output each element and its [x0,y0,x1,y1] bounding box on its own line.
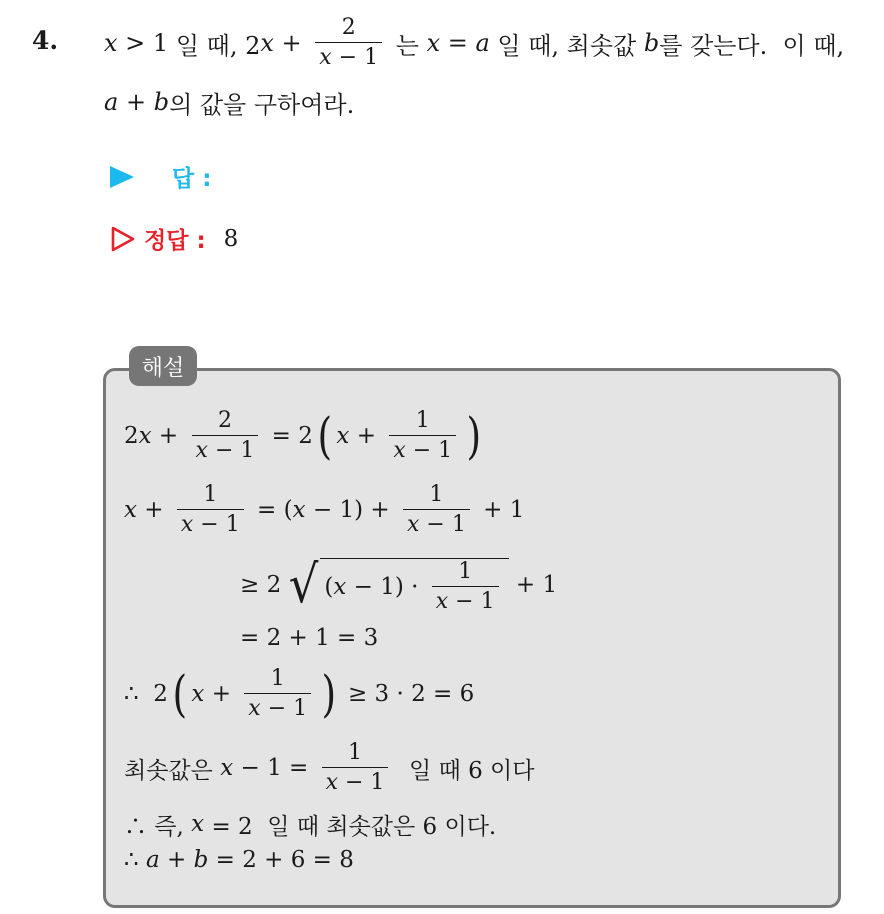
math-var: x [260,29,274,57]
math-var: x [191,811,205,837]
problem-text: 일 때, 2 [168,31,261,60]
solution-line-4 [240,622,378,654]
solution-line-1 [124,404,486,468]
sqrt-sign: √ [288,555,319,615]
fraction [322,742,389,794]
math-var: x [195,438,208,463]
sqrt-body [320,558,508,613]
right-paren: ) [466,407,482,465]
fraction-denominator [389,435,456,462]
math-text: ∴ 2 [124,681,168,707]
solution-line-3 [240,550,557,620]
math-text: + [118,88,154,116]
fraction-numerator: 1 [348,740,363,765]
fraction [315,17,382,69]
math-text: = ( [249,497,293,523]
math-var: x [426,29,441,57]
math-text: − 1 [338,770,385,795]
math-var: a [104,88,119,116]
math-text: = 2 [264,423,313,449]
fraction-denominator [315,42,382,69]
fraction-denominator [322,767,389,794]
left-paren: ( [317,407,332,465]
math-text: ∴ [124,847,146,873]
solution-line-5 [124,662,474,726]
math-text: + [349,423,384,449]
math-text: + [136,497,171,523]
math-text: − 1) + [305,497,397,523]
solution-line-2 [124,478,524,542]
math-var: x [292,497,306,523]
math-var: x [124,497,137,523]
fraction-numerator: 1 [458,558,473,584]
problem-line-2 [104,86,354,118]
math-var: b [153,88,170,116]
fraction [389,410,456,462]
math-text: − 1 [405,438,453,463]
math-var: b [193,847,209,873]
math-var: x [138,423,152,449]
problem-number: 4. [32,26,59,55]
math-text: + 1 [475,497,525,523]
problem-text: 일 때, 최솟값 [489,31,644,60]
math-text: ≥ 2 [240,572,282,598]
solution-tab: 해설 [129,346,197,386]
math-var: x [180,512,194,537]
fraction-denominator [177,509,244,536]
problem-text: 의 값을 구하여라. [169,90,355,119]
left-paren: ( [172,665,187,723]
math-var: x [407,512,420,537]
problem-line-1 [104,12,844,74]
problem-text: 는 [388,31,427,60]
fraction-denominator [432,586,499,613]
math-text: − 1 = [233,755,316,781]
math-text: = [440,29,476,57]
solution-text: ∴ 즉, [124,813,192,840]
math-var: x [393,438,406,463]
math-var: x [336,423,350,449]
math-var: x [435,588,449,614]
math-var: x [248,696,261,721]
math-text: 2 [124,423,139,449]
math-text: − 1 [448,588,495,614]
math-var: a [145,847,160,873]
math-var: x [325,770,339,795]
right-paren: ) [321,665,337,723]
math-text: = 2 + 1 = 3 [240,625,379,651]
fraction [244,668,311,720]
correct-answer-value: 8 [223,225,239,252]
answer-label: 답 : [172,166,212,192]
math-var: x [191,681,205,707]
fraction [432,558,499,614]
solution-line-8 [124,844,354,876]
math-var: x [220,755,234,781]
outline-triangle-icon [110,226,136,252]
math-var: b [643,29,660,57]
math-text: − 1 [193,512,240,537]
correct-answer-label: 정답 : [144,228,206,254]
math-text: ≥ 3 · 2 = 6 [340,681,475,707]
fraction-numerator: 1 [203,482,218,507]
solution-text: 일 때 6 이다 [394,757,535,784]
math-text: + 1 [508,572,558,598]
math-text: − 1 [260,696,308,721]
math-text: − 1 [419,512,466,537]
math-text: − 1 [207,438,255,463]
math-text: + [159,847,194,873]
fraction-numerator: 1 [415,408,430,433]
math-text: = 2 + 6 = 8 [208,847,354,873]
fraction [403,484,470,536]
fraction-numerator: 1 [429,482,444,507]
fraction [192,410,259,462]
play-triangle-icon [110,166,134,188]
solution-line-7 [124,808,496,840]
math-text: − 1 [331,45,379,70]
math-var: a [475,29,490,57]
math-text: + [151,423,186,449]
fraction-numerator: 2 [341,15,356,40]
math-var: x [319,45,332,70]
math-var: x [333,573,347,600]
fraction-denominator [244,693,311,720]
correct-answer-row [110,222,238,255]
solution-text: = 2 일 때 최솟값은 6 이다. [204,813,497,840]
answer-row [110,160,211,193]
solution-text: 최솟값은 [124,757,221,784]
problem-text: 를 갖는다. 이 때, [659,31,845,60]
math-text: + [273,29,310,57]
square-root [287,555,508,615]
fraction-numerator: 2 [217,408,232,433]
fraction-numerator: 1 [270,666,285,691]
solution-line-6 [124,736,535,800]
fraction-denominator [192,435,259,462]
fraction-denominator [403,509,470,536]
math-text: + [204,681,239,707]
math-var: x [104,29,118,57]
fraction [177,484,244,536]
math-text: ( [324,573,334,600]
math-text: > 1 [117,29,169,57]
math-text: − 1) · [346,573,426,600]
